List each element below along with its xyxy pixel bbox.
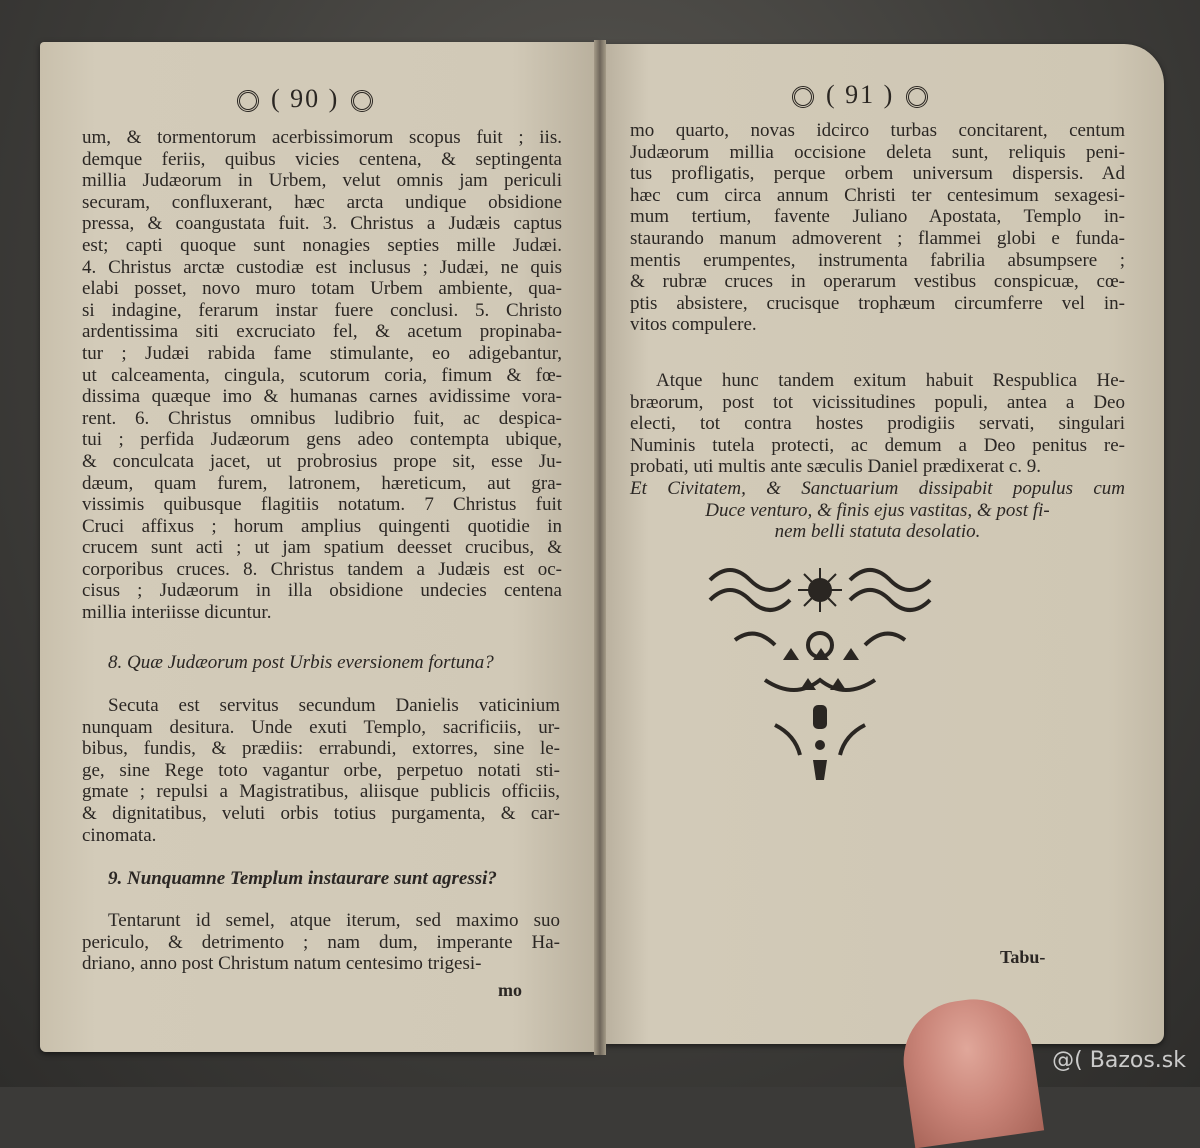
- text-line: & rubræ cruces in operarum vestibus conspicuæ, cœ-: [630, 271, 1125, 293]
- right-catchword: Tabu-: [1000, 947, 1046, 967]
- text-line: electi, tot contra hostes prodigiis servati, singulari: [630, 413, 1125, 435]
- text-line: ut calceamenta, cingula, scutorum coria, fimum & fœ-: [82, 364, 562, 386]
- text-line: tur ; Judæi rabida fame stimulante, eo adigebantur,: [82, 342, 562, 364]
- rosette-icon: [906, 86, 928, 108]
- text-line: hæc cum circa annum Christi ter centesimum sexagesi-: [630, 184, 1125, 206]
- left-paragraph-3: [82, 910, 560, 975]
- book-spine: [594, 40, 606, 1055]
- text-line: staurando manum admoverent ; flammei globi e funda-: [630, 227, 1125, 249]
- text-line: vissimis quibusque flagitiis notatum. 7 Christus fuit: [82, 494, 562, 516]
- text-line: rent. 6. Christus omnibus ludibrio fuit, ac despica-: [82, 407, 562, 429]
- text-line: cisus ; Judæorum in illa obsidione undecies centena: [82, 580, 562, 602]
- text-line: millia interiisse dicuntur.: [82, 602, 272, 624]
- text-line: vitos compulere.: [630, 314, 757, 336]
- text-line: & conculcata jacet, ut probrosius prope sit, esse Ju-: [82, 450, 562, 472]
- text-line: Secuta est servitus secundum Danielis vaticinium: [108, 695, 560, 716]
- rosette-icon: [351, 90, 373, 112]
- text-line: crucem sunt acti ; ut jam spatium deesset crucibus, &: [82, 537, 562, 559]
- text-line: probati, uti multis ante sæculis Daniel prædixerat c. 9.: [630, 456, 1042, 478]
- rosette-icon: [237, 90, 259, 112]
- left-catchword: mo: [498, 980, 522, 1000]
- question-9-heading: 9. Nunquamne Templum instaurare sunt agressi?: [108, 868, 497, 889]
- text-line: cinomata.: [82, 824, 157, 846]
- rosette-icon: [792, 86, 814, 108]
- text-line: si indagine, ferarum instar fuere conclusi. 5. Christo: [82, 299, 562, 321]
- text-line: elabi posset, novo muro totam Urbem ambiente, qua-: [82, 278, 562, 300]
- text-line: nunquam desitura. Unde exuti Templo, sacrificiis, ur-: [82, 716, 560, 738]
- printers-ornament: [705, 560, 935, 800]
- text-line: Duce venturo, & finis ejus vastitas, & post fi-: [705, 499, 1050, 521]
- question-8-heading: 8. Quæ Judæorum post Urbis eversionem fortuna?: [108, 652, 494, 673]
- right-page-header: [780, 80, 940, 110]
- text-line: Numinis tutela protecti, ac demum a Deo penitus re-: [630, 434, 1125, 456]
- left-page-number: ( 90 ): [271, 84, 340, 113]
- left-page-header: [225, 84, 385, 114]
- text-line: & dignitatibus, veluti orbis totius purgamenta, & car-: [82, 802, 560, 824]
- text-line: nem belli statuta desolatio.: [774, 521, 981, 543]
- watermark: @( Bazos.sk: [1052, 1048, 1186, 1073]
- daniel-quotation: [630, 478, 1125, 543]
- text-line: Cruci affixus ; horum amplius quingenti quotidie in: [82, 515, 562, 537]
- text-line: securam, confluxerant, hæc arcta undique obsidione: [82, 191, 562, 213]
- text-line: bibus, fundis, & prædiis: errabundi, extorres, sine le-: [82, 738, 560, 760]
- text-line: ge, sine Rege toto vagantur orbe, perpetuo notati sti-: [82, 759, 560, 781]
- text-line: Atque hunc tandem exitum habuit Respublica He-: [656, 370, 1125, 391]
- left-paragraph-2: [82, 695, 560, 846]
- text-line: um, & tormentorum acerbissimorum scopus fuit ; iis.: [82, 127, 562, 148]
- text-line: Judæorum millia occisione deleta sunt, reliquis peni-: [630, 141, 1125, 163]
- text-line: tus profligatis, perque orbem universum dispersis. Ad: [630, 163, 1125, 185]
- text-line: mum tertium, favente Juliano Apostata, Templo in-: [630, 206, 1125, 228]
- text-line: ptis absistere, crucisque trophæum circumferre vel in-: [630, 292, 1125, 314]
- text-line: 4. Christus arctæ custodiæ est inclusus ; Judæi, ne quis: [82, 256, 562, 278]
- text-line: Tentarunt id semel, atque iterum, sed maximo suo: [108, 910, 560, 931]
- text-line: dissima quæque imo & humanas carnes avidissime vora-: [82, 386, 562, 408]
- text-line: Et Civitatem, & Sanctuarium dissipabit populus cum: [630, 478, 1125, 499]
- text-line: est; capti quoque sunt nonagies septies mille Judæi.: [82, 234, 562, 256]
- text-line: ardentissima siti excruciato fel, & acetum propinaba-: [82, 321, 562, 343]
- right-paragraph-1: [630, 120, 1125, 336]
- text-line: corporibus cruces. 8. Christus tandem a Judæis est oc-: [82, 558, 562, 580]
- text-line: dæum, quam furem, latronem, hæreticum, aut gra-: [82, 472, 562, 494]
- text-line: periculo, & detrimento ; nam dum, imperante Ha-: [82, 931, 560, 953]
- text-line: millia Judæorum in Urbem, velut omnis jam periculi: [82, 170, 562, 192]
- text-line: mo quarto, novas idcirco turbas concitarent, centum: [630, 120, 1125, 141]
- text-line: driano, anno post Christum natum centesimo trigesi-: [82, 953, 482, 975]
- text-line: pressa, & coangustata fuit. 3. Christus a Judæis captus: [82, 213, 562, 235]
- right-page-number: ( 91 ): [826, 80, 895, 109]
- text-line: demque feriis, quibus vicies centena, & septingenta: [82, 148, 562, 170]
- text-line: bræorum, post tot vicissitudines populi, antea a Deo: [630, 391, 1125, 413]
- right-paragraph-2: [630, 370, 1125, 478]
- left-paragraph-1: [82, 127, 562, 624]
- text-line: gmate ; repulsi a Magistratibus, aliisque publicis officiis,: [82, 781, 560, 803]
- text-line: tui ; perfida Judæorum gens adeo contempta ubique,: [82, 429, 562, 451]
- text-line: mentis erumpentes, instrumenta fabrilia absumpsere ;: [630, 249, 1125, 271]
